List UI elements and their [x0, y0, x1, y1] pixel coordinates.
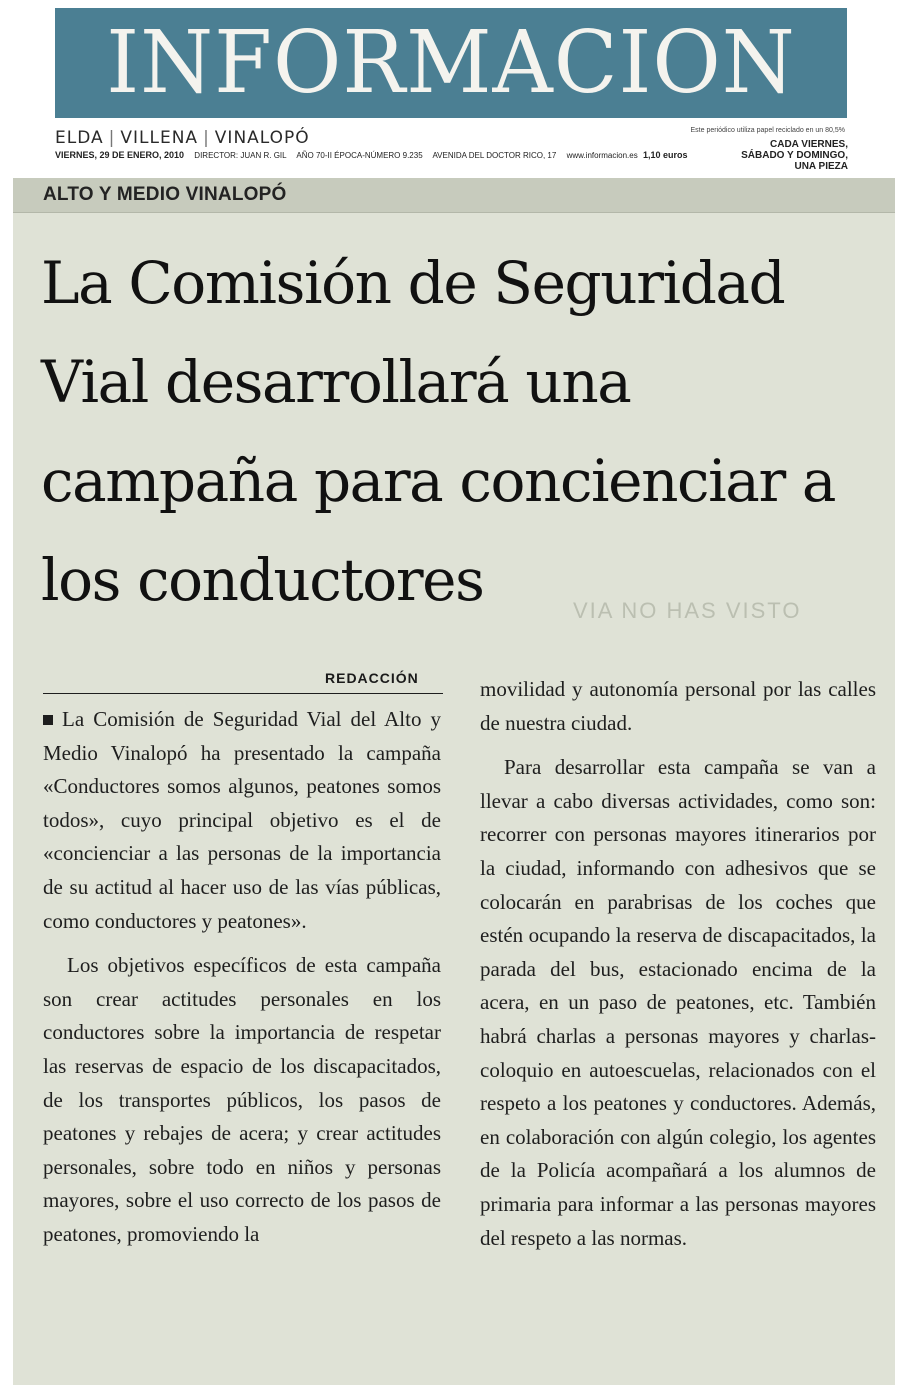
- address: AVENIDA DEL DOCTOR RICO, 17: [432, 151, 557, 160]
- edition-name: VINALOPÓ: [214, 128, 310, 148]
- issue-number: AÑO 70-II ÉPOCA-NÚMERO 9.235: [296, 151, 423, 160]
- issue-info-line: [55, 150, 646, 160]
- paragraph-continuation: movilidad y autonomía personal por las calles de nuestra ciudad.: [480, 677, 876, 735]
- edition-name: ELDA: [55, 128, 104, 148]
- separator: |: [203, 128, 210, 148]
- newspaper-title: INFORMACION: [106, 13, 796, 113]
- paragraph: Los objetivos específicos de esta campaña son crear actitudes personales en los conductores sobre la importancia de respetar las reservas de espacio de los discapacitados, de los transportes públicos, los pasos de peatones y rebajes de acera; y crear actitudes personales, sobre todo en niños y personas mayores, sobre el uso correcto de los pasos de peatones, promoviendo la: [43, 953, 441, 1246]
- edition-list: [55, 128, 310, 148]
- article-column-1: [43, 703, 441, 1252]
- issue-date: VIERNES, 29 DE ENERO, 2010: [55, 150, 185, 160]
- promo-line: SÁBADO Y DOMINGO,: [741, 150, 848, 161]
- masthead-banner: [55, 8, 847, 118]
- promo-box: [741, 139, 848, 172]
- headline: La Comisión de Seguridad Vial desarrollará una campaña para concienciar a los conductores: [41, 249, 836, 614]
- director: DIRECTOR: JUAN R. GIL: [194, 151, 287, 160]
- byline: REDACCIÓN: [325, 670, 419, 686]
- separator: |: [108, 128, 116, 148]
- masthead: [0, 0, 900, 175]
- paragraph: [43, 703, 441, 938]
- byline-divider: [43, 693, 443, 694]
- section-header: [13, 178, 895, 213]
- lead-square-icon: [43, 715, 53, 725]
- article-column-2: [480, 673, 876, 1255]
- recycled-paper-note: Este periódico utiliza papel reciclado en un 80,5%: [690, 127, 845, 134]
- paragraph: Para desarrollar esta campaña se van a llevar a cabo diversas actividades, como son: recorrer con personas mayores itinerarios por la ciudad, informando con adhesivos que se colocarán en parabrisas de los coches que estén ocupando la reserva de discapacitados, la parada del bus, estacionado encima de la acera, en un paso de peatones, etc. También habrá charlas a personas mayores y charlas-coloquio en autoescuelas, relacionados con el respeto a los peatones y conductores. Además, en colaboración con algún colegio, los agentes de la Policía acompañará a los alumnos de primaria para informar a las personas mayores del respeto a las normas.: [480, 755, 876, 1250]
- promo-line: CADA VIERNES,: [770, 139, 848, 150]
- website: www.informacion.es: [566, 151, 638, 160]
- paragraph-text: La Comisión de Seguridad Vial del Alto y Medio Vinalopó ha presentado la campaña «Conductores somos algunos, peatones somos todos», cuyo principal objetivo es el de «concienciar a las personas de la importancia de su actitud al hacer uso de las vías públicas, como conductores y peatones».: [43, 707, 441, 933]
- show-through-text: VIA NO HAS VISTO: [573, 598, 802, 623]
- price: 1,10 euros: [643, 150, 688, 160]
- edition-name: VILLENA: [120, 128, 199, 148]
- promo-line: UNA PIEZA: [794, 161, 848, 172]
- article: [13, 178, 895, 1385]
- section-title: ALTO Y MEDIO VINALOPÓ: [43, 184, 287, 205]
